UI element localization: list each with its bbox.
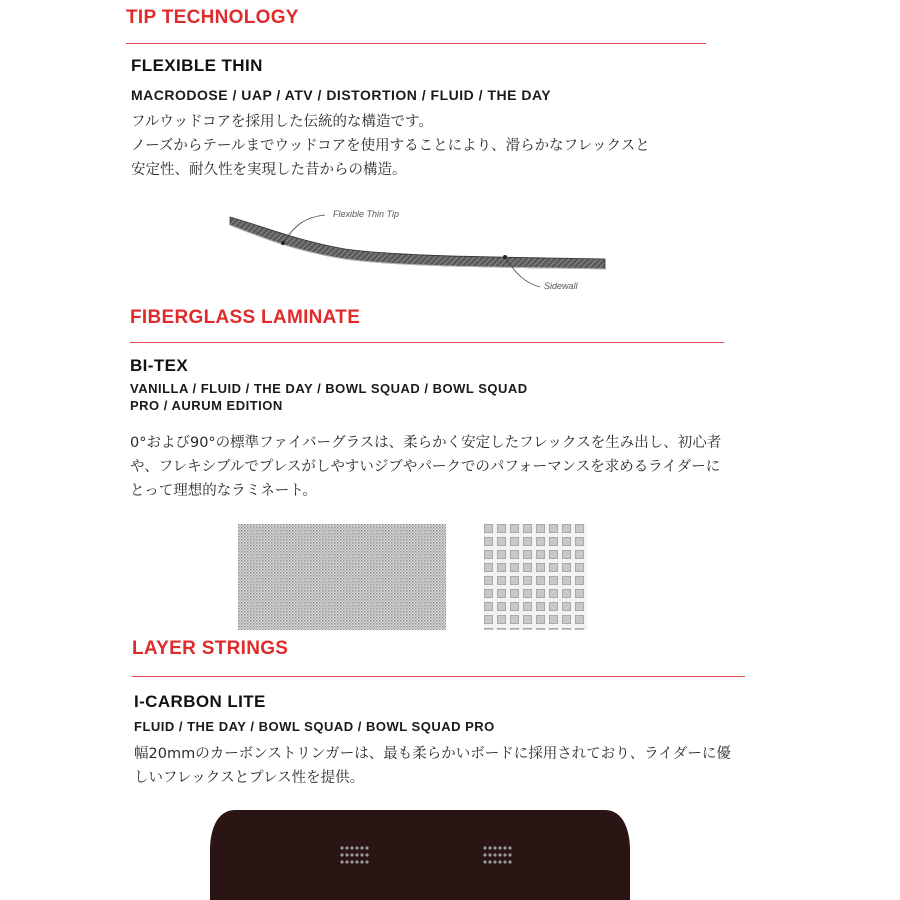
body-text bbox=[131, 110, 650, 182]
section-divider bbox=[130, 342, 724, 343]
model-list: MACRODOSE / UAP / ATV / DISTORTION / FLUID / THE DAY bbox=[131, 87, 552, 103]
body-line: ノーズからテールまでウッドコアを使用することにより、滑らかなフレックスと bbox=[131, 138, 650, 154]
section-divider bbox=[126, 43, 706, 44]
diagram-label-tip: Flexible Thin Tip bbox=[333, 209, 399, 219]
model-list-line: PRO / AURUM EDITION bbox=[130, 398, 283, 413]
model-list: FLUID / THE DAY / BOWL SQUAD / BOWL SQUAD PRO bbox=[134, 719, 495, 734]
section-title-layer-strings: LAYER STRINGS bbox=[132, 638, 289, 659]
body-text bbox=[134, 742, 731, 790]
section-title-tip-technology: TIP TECHNOLOGY bbox=[126, 7, 299, 28]
subtitle-i-carbon-lite: I-CARBON LITE bbox=[134, 692, 266, 711]
subtitle-bi-tex: BI-TEX bbox=[130, 356, 189, 375]
body-line: 安定性、耐久性を実現した昔からの構造。 bbox=[131, 162, 407, 178]
model-list bbox=[130, 380, 528, 414]
fiberglass-coarse-weave-swatch bbox=[484, 524, 587, 630]
section-title-fiberglass-laminate: FIBERGLASS LAMINATE bbox=[130, 307, 361, 328]
body-line: 幅20mmのカーボンストリンガーは、最も柔らかいボードに採用されており、ライダーに優 bbox=[134, 746, 731, 762]
diagram-label-sidewall: Sidewall bbox=[544, 281, 578, 291]
model-list-line: VANILLA / FLUID / THE DAY / BOWL SQUAD / BOWL SQUAD bbox=[130, 381, 528, 396]
subtitle-flexible-thin: FLEXIBLE THIN bbox=[131, 56, 263, 75]
body-line: や、フレキシブルでプレスがしやすいジブやパークでのパフォーマンスを求めるライダーに bbox=[130, 459, 721, 475]
body-text bbox=[130, 431, 721, 503]
snowboard-illustration bbox=[205, 800, 635, 900]
body-line: しいフレックスとプレス性を提供。 bbox=[134, 770, 365, 786]
section-divider bbox=[132, 676, 745, 677]
fiberglass-fine-weave-swatch bbox=[238, 524, 446, 630]
body-line: とって理想的なラミネート。 bbox=[130, 483, 317, 499]
body-line: 0°および90°の標準ファイバーグラスは、柔らかく安定したフレックスを生み出し、初心者 bbox=[130, 435, 722, 451]
body-line: フルウッドコアを採用した伝統的な構造です。 bbox=[131, 114, 433, 130]
